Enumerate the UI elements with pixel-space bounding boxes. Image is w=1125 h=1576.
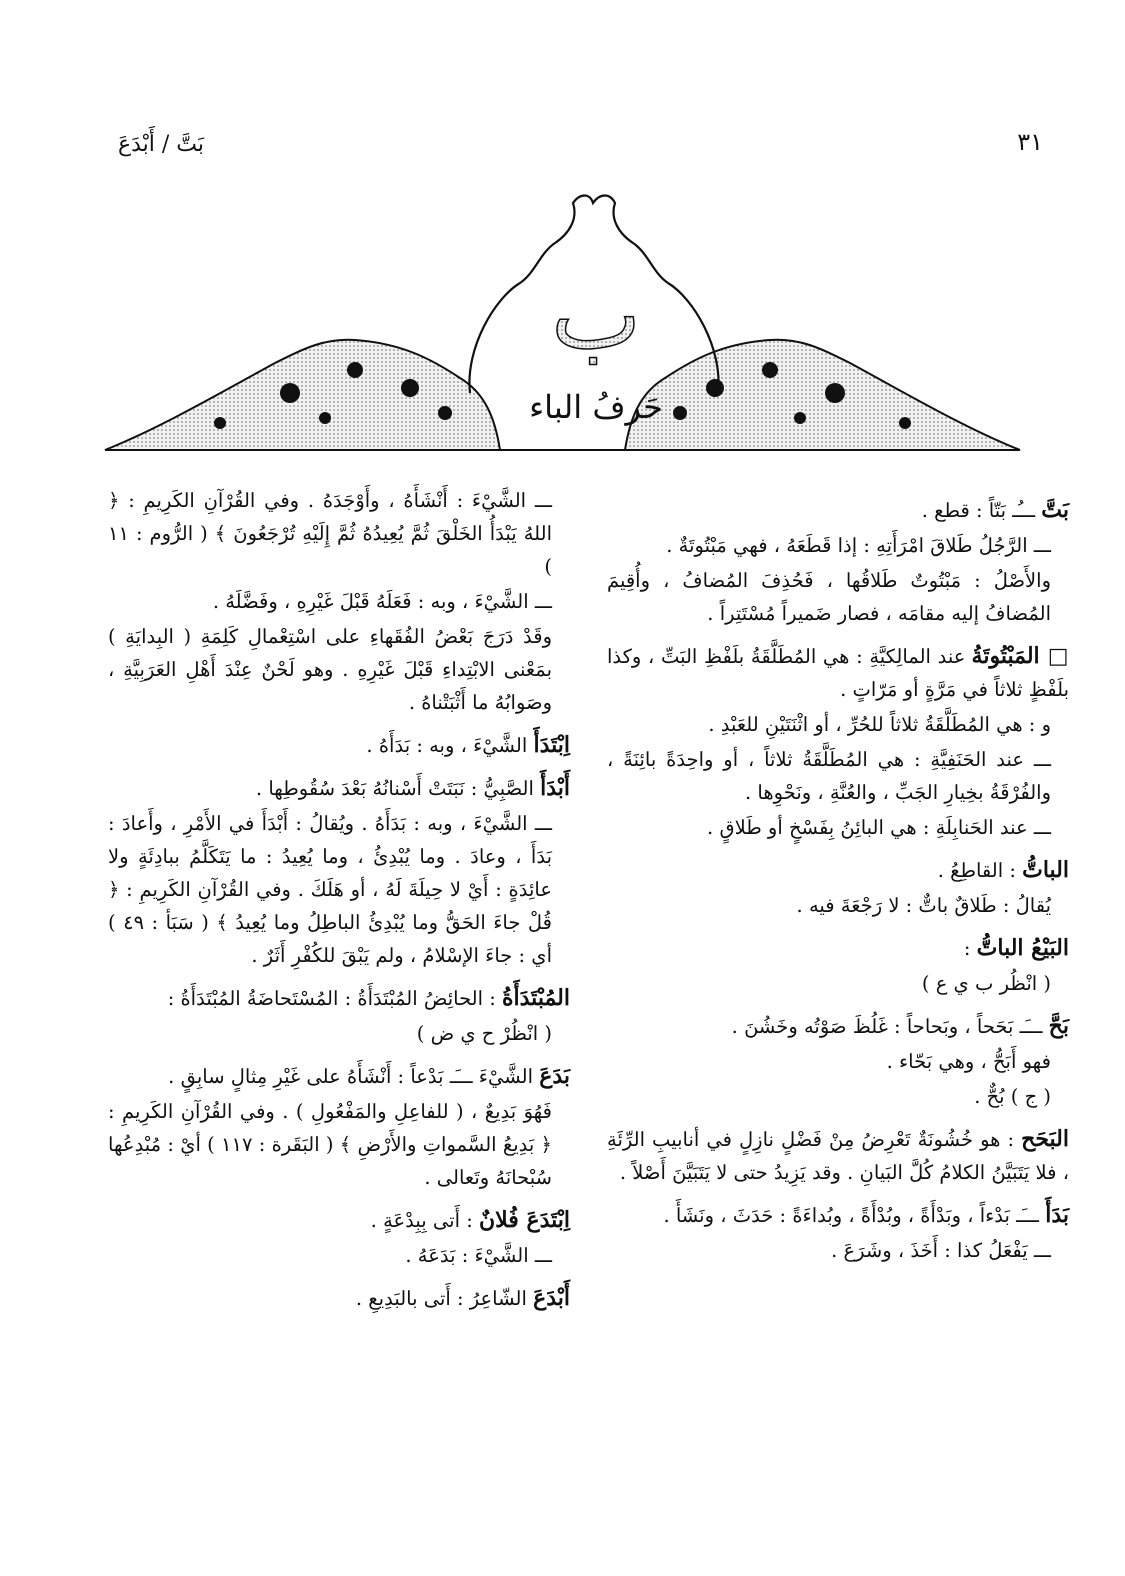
definition-text: عند المالِكيَّةِ : هي المُطَلَّقَةُ بلَفْظِ البَتِّ ، وكذا بلَفْظٍ ثلاثاً في مَرَّةٍ أو مَرّاتٍ . (607, 645, 1069, 701)
definition-text: فهو أَبَحُّ ، وهي بَحّاء . (886, 1050, 1051, 1073)
definition-text: : القاطِعُ . (937, 859, 1023, 882)
right-column (607, 484, 1069, 1269)
definition-text: ـــُـ بَتّاً : قطع . (921, 499, 1042, 522)
dictionary-entry (607, 932, 1069, 965)
definition-text: : الحائِضُ المُبْتَدَأَةُ : المُسْتَحاضَةُ المُبْتَدَأَةُ : (167, 987, 502, 1010)
dictionary-entry (108, 1017, 570, 1050)
ornament-left-wing (105, 340, 500, 450)
definition-text: الشّاعِرُ : أَتى بالبَدِيعِ . (355, 1287, 534, 1310)
running-title: بَتَّ / أَبْدَعَ (118, 132, 205, 157)
headword: البَحَح (1021, 1126, 1069, 1152)
definition-text: ـــَـ بَدْءاً ، وبَدْأَةً ، وبُدْأَةً ، وبُداءَةً : حَدَثَ ، ونَشَأَ . (663, 1204, 1046, 1227)
ornament-right-wing (625, 340, 1020, 450)
headword: □ المَبْتُوتَةُ (971, 643, 1069, 669)
definition-text: : (963, 937, 977, 960)
definition-text: الشَّيْءَ ـــَـ بَدْعاً : أَنْشَأَهُ على غَيْرِ مِثالٍ سابِقٍ . (168, 1065, 540, 1088)
page-number: ٣١ (1017, 128, 1043, 156)
headword: اِبْتَدَأَ (533, 732, 570, 758)
definition-text: فَهُوَ بَدِيعٌ ، ( للفاعِلِ والمَفْعُولِ ) . وفي القُرْآنِ الكَرِيمِ : ﴿ بَدِيعُ السَّمواتِ والأَرْضِ ﴾ ( البَقَرة : ١١٧ ) أيْ : مُبْدِعُها سُبْحانَهُ وتَعالى . (108, 1100, 552, 1189)
headword: بَحَّ (1048, 1013, 1069, 1039)
dictionary-entry (607, 494, 1069, 527)
dictionary-entry (108, 1095, 570, 1194)
dictionary-entry (108, 807, 570, 972)
definition-text: ـــ عند الحَنَفِيَّةِ : هي المُطَلَّقَةُ ثلاثاً ، أو واحِدَةً بائِنَةً ، والفُرْقَةُ بخِيارِ الجَبِّ ، والعُنَّةِ ، ونَحْوِها . (607, 748, 1051, 804)
definition-text: و : هي المُطَلَّقَةُ ثلاثاً للحُرِّ ، أو اثْنَتَيْنِ للعَبْدِ . (708, 713, 1051, 736)
headword: بَدَأَ (1045, 1202, 1069, 1228)
dictionary-entry (607, 854, 1069, 887)
dictionary-entry (607, 743, 1069, 809)
dictionary-entry (607, 564, 1069, 630)
chapter-title: حَرفُ الباء (529, 388, 663, 426)
headword: البَيْعُ الباتُّ (976, 935, 1069, 961)
definition-text: الشَّيْءَ ، وبه : بَدَأَهُ . (366, 734, 534, 757)
definition-text: ـــ الشَّيْءَ : بَدَعَهُ . (405, 1244, 552, 1267)
dictionary-entry (607, 967, 1069, 1000)
headword: اِبْتَدَعَ فُلانٌ (478, 1207, 570, 1233)
dictionary-entry (607, 640, 1069, 706)
dictionary-entry (108, 729, 570, 762)
definition-text: ـــ الشَّيْءَ ، وبه : فَعَلَهُ قَبْلَ غَيْرِهِ ، وفَضَّلَهُ . (212, 590, 552, 613)
headword: أَبْدَعَ (533, 1285, 570, 1311)
headword: الباتُّ (1022, 857, 1069, 883)
dictionary-entry (607, 1123, 1069, 1189)
dictionary-entry (607, 1010, 1069, 1043)
headword: بَدَعَ (539, 1063, 570, 1089)
dictionary-entry (108, 1204, 570, 1237)
headword: المُبْتَدَأَةُ (502, 985, 570, 1011)
dictionary-entry (607, 529, 1069, 562)
dictionary-entry (108, 1239, 570, 1272)
definition-text: وقَدْ دَرَجَ بَعْضُ الفُقَهاءِ على اسْتِعْمالِ كَلِمَةِ ( البِدايَةِ ) بمَعْنى الابْتِداءِ قَبْلَ غَيْرِهِ . وهو لَحْنٌ عِنْدَ أَهْلِ العَرَبِيَّةِ ، وصَوابُهُ ما أَثْبَتْناهُ . (108, 625, 552, 714)
dictionary-entry (607, 708, 1069, 741)
dictionary-entry (108, 772, 570, 805)
dictionary-entry (607, 1199, 1069, 1232)
definition-text: : هو خُشُونَةٌ تَعْرِضُ مِنْ فَضْلٍ نازِلٍ في أنابيبِ الرِّئَةِ ، فلا يَتَبَيَّنُ الكلامُ كُلَّ البَيانِ . وقد يَزِيدُ حتى لا يَتَبَيَّنَ أَصْلاً . (607, 1128, 1069, 1184)
definition-text: يُقالُ : طَلاقٌ باتٌّ : لا رَجْعَةَ فيه . (796, 894, 1051, 917)
definition-text: : أَتى بِبِدْعَةٍ . (370, 1209, 479, 1232)
headword: بَتَّ (1041, 497, 1069, 523)
left-column (108, 484, 570, 1317)
chapter-ornament (100, 188, 1025, 460)
dictionary-entry (607, 1080, 1069, 1113)
definition-text: والأَصْلُ : مَبْتُوتٌ طَلاقُها ، فَحُذِفَ المُضافُ ، وأُقِيمَ المُضافُ إليه مقامَه ، فصار ضَميراً مُسْتَتِراً . (607, 569, 1051, 625)
headword: أَبْدَأَ (540, 775, 570, 801)
definition-text: ـــ عند الحَنابِلَةِ : هي البائِنُ بِفَسْخٍ أو طَلاقٍ . (707, 816, 1051, 839)
definition-text: ـــ يَفْعَلُ كذا : أَخَذَ ، وشَرَعَ . (831, 1239, 1051, 1262)
definition-text: ( انْظُر ب ي ع ) (921, 972, 1051, 995)
dictionary-entry (607, 811, 1069, 844)
definition-text: ( ج ) بُحٌّ . (974, 1085, 1051, 1108)
definition-text: ـــ الشَّيْءَ : أَنْشَأَهُ ، وأَوْجَدَهُ . وفي القُرْآنِ الكَرِيمِ : ﴿ اللهُ يَبْدَأُ الخَلْقَ ثُمَّ يُعِيدُهُ ثُمَّ إِلَيْهِ تُرْجَعُونَ ﴾ ( الرُّوم : ١١ ) (108, 489, 552, 578)
definition-text: ( انْظُرْ ح ي ض ) (416, 1022, 552, 1045)
definition-text: ـــ الرَّجُلُ طَلاقَ امْرَأَتِهِ : إذا قَطَعَهُ ، فهي مَبْتُوتَةٌ . (666, 534, 1051, 557)
dictionary-entry (607, 889, 1069, 922)
dictionary-entry (108, 982, 570, 1015)
dictionary-entry (108, 1282, 570, 1315)
dictionary-entry (108, 585, 570, 618)
dictionary-entry (607, 1234, 1069, 1267)
dictionary-entry (108, 620, 570, 719)
dictionary-entry (108, 1060, 570, 1093)
dictionary-entry (607, 1045, 1069, 1078)
definition-text: ـــ الشَّيْءَ ، وبه : بَدَأَهُ . ويُقالُ : أَبْدَأَ في الأَمْرِ ، وأَعادَ : بَدَأَ ، وعادَ . وما يُبْدِئُ ، وما يُعِيدُ : ما يَتَكَلَّمُ ببادِئَةٍ ولا عائِدَةٍ : أَيْ لا حِيلَةَ لَهُ ، أو هَلَكَ . وفي القُرْآنِ الكَرِيمِ : ﴿ قُلْ جاءَ الحَقُّ وما يُبْدِئُ الباطِلُ وما يُعِيدُ ﴾ ( سَبَأ : ٤٩ ) أي : جاءَ الإسْلامُ ، ولم يَبْقَ للكُفْرِ أَثَرٌ . (108, 812, 552, 967)
definition-text: الصَّبِيُّ : نَبَتَتْ أَسْنانُهُ بَعْدَ سُقُوطِها . (255, 777, 541, 800)
definition-text: ـــَـ بَحَحاً ، وبَحاحاً : غَلُظَ صَوْتُه وخَشُنَ . (731, 1015, 1049, 1038)
chapter-letter: ب (550, 259, 642, 371)
dictionary-entry (108, 484, 570, 583)
